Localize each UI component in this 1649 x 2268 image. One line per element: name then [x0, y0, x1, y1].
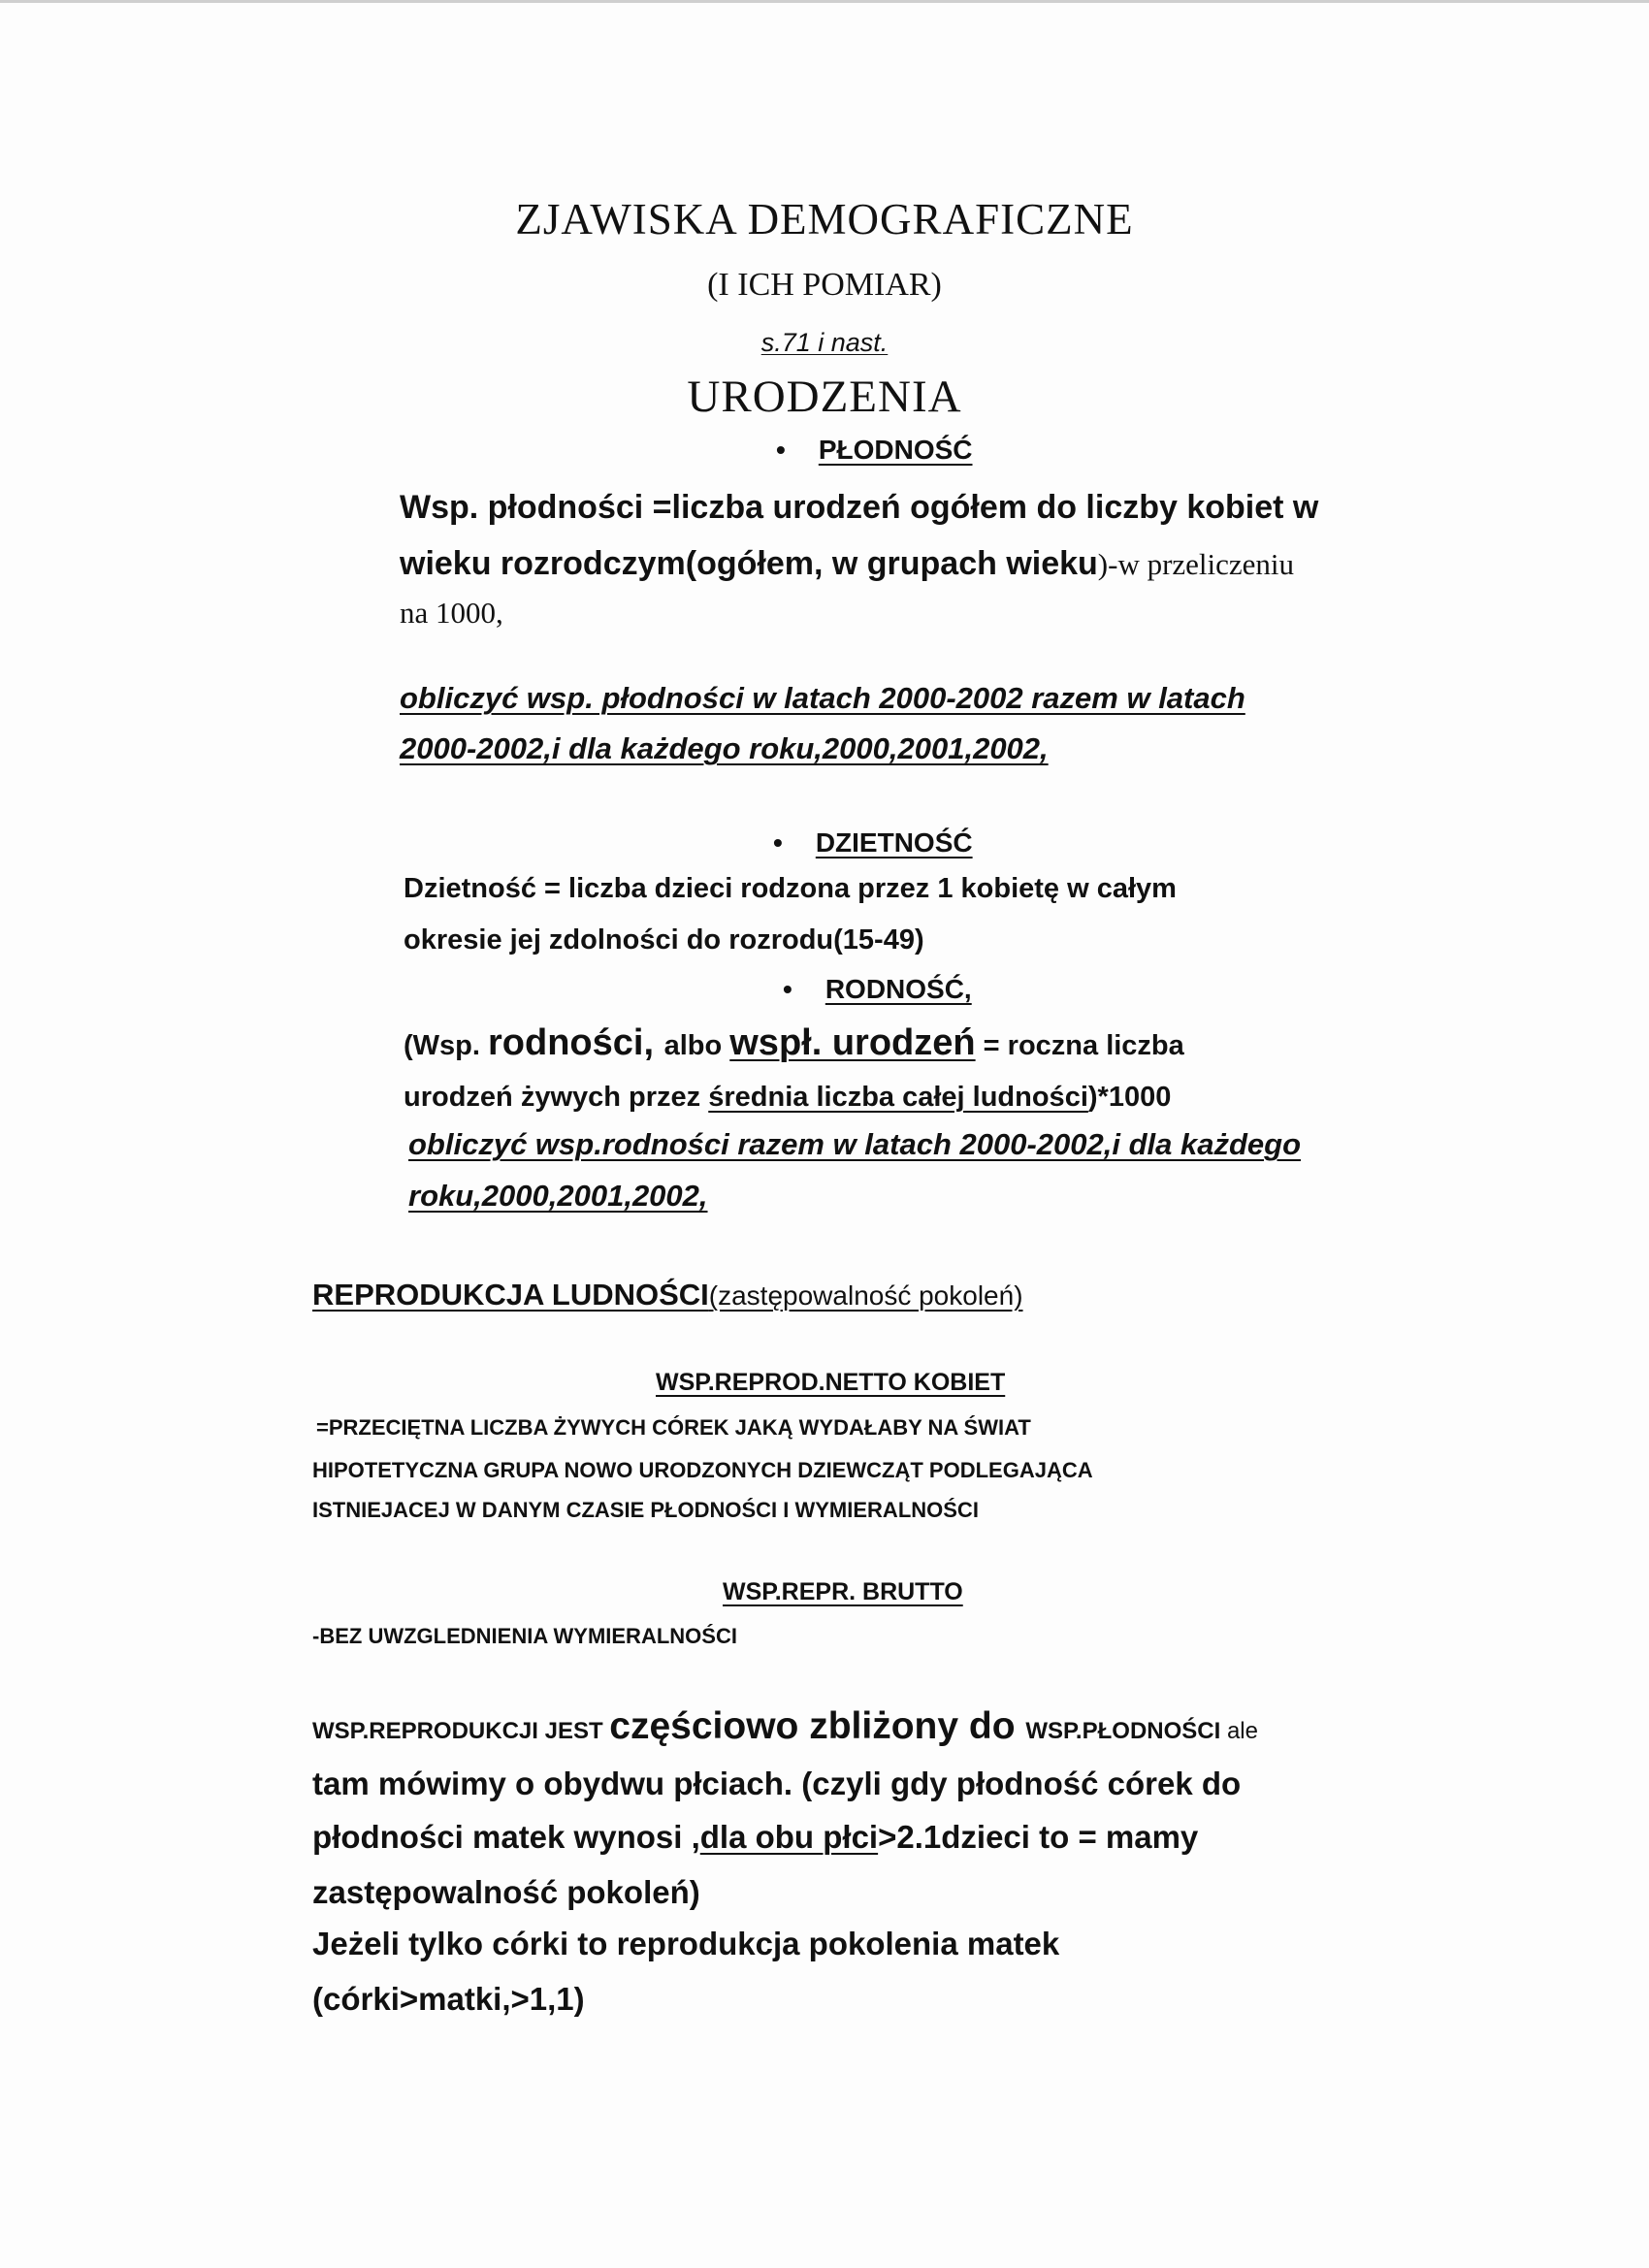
rodnosc-text-h: )*1000 [1087, 1082, 1172, 1113]
reprodukcja-heading-paren: (zastępowalność pokoleń) [708, 1280, 1023, 1311]
rodnosc-text-b: rodności, [488, 1022, 664, 1063]
summary-line-2: tam mówimy o obydwu płciach. (czyli gdy płodność córek do [312, 1766, 1242, 1801]
summary-text-g: >2.1dzieci to = mamy [878, 1819, 1199, 1855]
heading-plodnosc: PŁODNOŚĆ [818, 435, 973, 465]
plodnosc-definition-line-2 [400, 545, 1294, 583]
rodnosc-definition-line-2 [404, 1082, 1171, 1114]
summary-line-6: (córki>matki,>1,1) [312, 1981, 585, 2017]
bullet-glyph: • [776, 435, 786, 465]
summary-text-c: WSP.PŁODNOŚCI [1025, 1718, 1221, 1744]
bullet-dzietnosc [773, 827, 973, 859]
plodnosc-definition-line-3: na 1000, [400, 596, 503, 630]
plodnosc-task-line-2: 2000-2002,i dla każdego roku,2000,2001,2002, [400, 731, 1049, 765]
document-subtitle: (I ICH POMIAR) [707, 267, 942, 303]
summary-line-4: zastępowalność pokoleń) [312, 1874, 700, 1910]
netto-line-3: ISTNIEJACEJ W DANYM CZASIE PŁODNOŚCI I WYMIERALNOŚCI [312, 1498, 979, 1522]
dzietnosc-definition-line-2: okresie jej zdolności do rozrodu(15-49) [404, 924, 924, 956]
summary-line-5: Jeżeli tylko córki to reprodukcja pokolenia matek [312, 1926, 1060, 1961]
netto-line-2: HIPOTETYCZNA GRUPA NOWO URODZONYCH DZIEWCZĄT PODLEGAJĄCA [312, 1458, 1093, 1482]
rodnosc-text-c: albo [663, 1030, 730, 1061]
bullet-glyph: • [773, 827, 783, 858]
summary-text-e: płodności matek wynosi , [312, 1819, 700, 1855]
summary-text-f: dla obu płci [699, 1819, 879, 1855]
plodnosc-task-line-1: obliczyć wsp. płodności w latach 2000-2002 razem w latach [400, 681, 1245, 715]
rodnosc-definition-line-1 [404, 1022, 1184, 1064]
rodnosc-text-f: urodzeń żywych przez [404, 1082, 709, 1113]
bullet-rodnosc [783, 974, 972, 1005]
plodnosc-definition-bold-part: wieku rozrodczym(ogółem, w grupach wieku [400, 545, 1098, 582]
rodnosc-text-g: średnia liczba całej ludności [708, 1082, 1088, 1113]
bullet-glyph: • [783, 974, 792, 1004]
heading-rodnosc: RODNOŚĆ, [824, 974, 972, 1004]
reprodukcja-heading [312, 1278, 1023, 1312]
rodnosc-task-line-2: roku,2000,2001,2002, [408, 1179, 708, 1213]
rodnosc-text-d: wspł. urodzeń [729, 1022, 976, 1063]
plodnosc-definition-line-1: Wsp. płodności =liczba urodzeń ogółem do liczby kobiet w [400, 489, 1319, 526]
summary-text-a: WSP.REPRODUKCJI JEST [312, 1718, 610, 1744]
dzietnosc-definition-line-1: Dzietność = liczba dzieci rodzona przez 1 kobietę w całym [404, 873, 1177, 904]
summary-line-1 [312, 1705, 1258, 1748]
rodnosc-text-a: (Wsp. [404, 1030, 488, 1061]
rodnosc-text-e: = roczna liczba [975, 1030, 1184, 1061]
rodnosc-task-line-1: obliczyć wsp.rodności razem w latach 2000-2002,i dla każdego [408, 1127, 1302, 1161]
document-title: ZJAWISKA DEMOGRAFICZNE [515, 195, 1134, 243]
summary-text-b: częściowo zbliżony do [609, 1705, 1026, 1747]
netto-heading: WSP.REPROD.NETTO KOBIET [656, 1369, 1006, 1396]
plodnosc-definition-serif-part: )-w przeliczeniu [1097, 547, 1295, 581]
netto-line-1: =PRZECIĘTNA LICZBA ŻYWYCH CÓREK JAKĄ WYDAŁABY NA ŚWIAT [316, 1415, 1031, 1440]
summary-text-d: ale [1220, 1718, 1258, 1744]
summary-line-3 [312, 1819, 1198, 1856]
page-reference: s.71 i nast. [760, 328, 889, 357]
section-heading-urodzenia: URODZENIA [687, 372, 962, 422]
brutto-line-1: -BEZ UWZGLEDNIENIA WYMIERALNOŚCI [312, 1624, 737, 1648]
reprodukcja-heading-main: REPRODUKCJA LUDNOŚCI [312, 1278, 709, 1312]
scan-edge-line [0, 0, 1649, 3]
brutto-heading: WSP.REPR. BRUTTO [723, 1578, 963, 1605]
bullet-plodnosc [776, 435, 973, 466]
heading-dzietnosc: DZIETNOŚĆ [815, 827, 973, 858]
